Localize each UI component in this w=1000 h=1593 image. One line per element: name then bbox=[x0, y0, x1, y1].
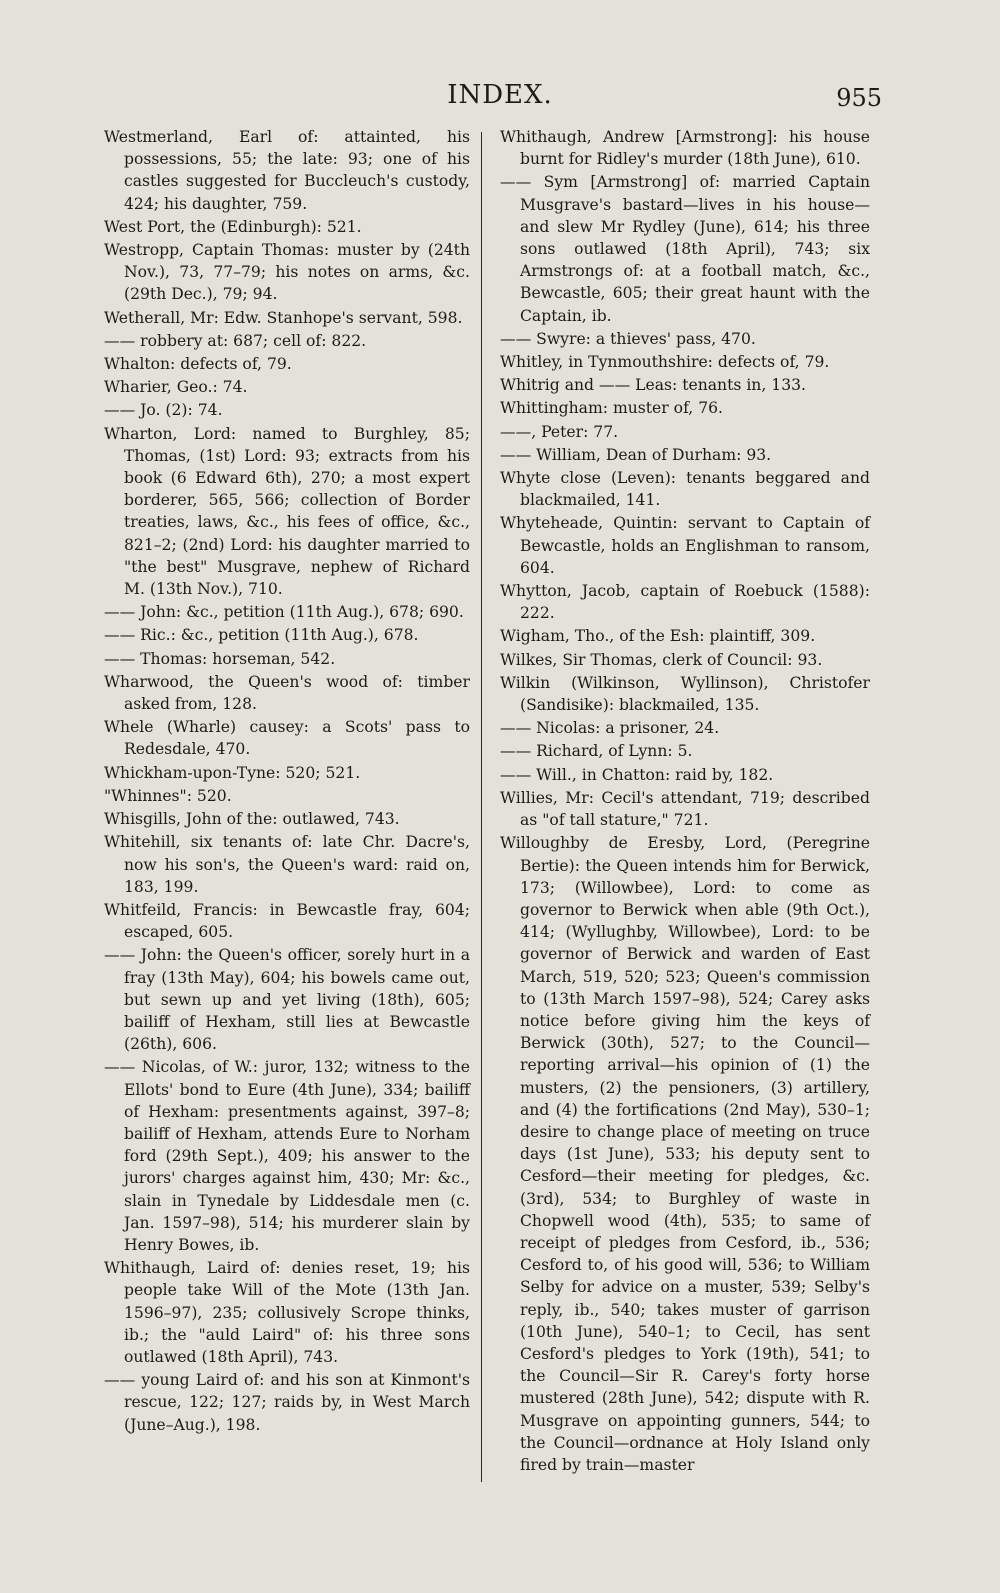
index-entry: Wharier, Geo.: 74. bbox=[104, 378, 248, 397]
index-entry: —— Sym [Armstrong] of: married Captain Musgrave's bastard—lives in his house—and slew Mr Rydley (June), 614; his three sons outlawed (18th April), 743; six Armstrongs of: at a football match, &c., Bewcastle, 605; their great haunt with the Captain, ib. bbox=[500, 173, 870, 325]
index-entry: Whisgills, John of the: outlawed, 743. bbox=[104, 810, 400, 829]
index-entry: —— Richard, of Lynn: 5. bbox=[500, 742, 693, 761]
index-entry: —— William, Dean of Durham: 93. bbox=[500, 445, 772, 464]
index-entry: Whittingham: muster of, 76. bbox=[500, 399, 723, 418]
page-number: 955 bbox=[836, 84, 882, 112]
index-entry: —— Jo. (2): 74. bbox=[104, 401, 223, 420]
index-entry: Whytton, Jacob, captain of Roebuck (1588): 222. bbox=[500, 582, 870, 623]
index-entry: Whitfeild, Francis: in Bewcastle fray, 604; escaped, 605. bbox=[104, 900, 470, 942]
index-entry: Whyte close (Leven): tenants beggared and blackmailed, 141. bbox=[500, 469, 870, 510]
index-entry: "Whinnes": 520. bbox=[104, 786, 232, 805]
index-entry: Whitehill, six tenants of: late Chr. Dacre's, now his son's, the Queen's ward: raid on, 183, 199. bbox=[104, 833, 470, 896]
index-entry: —— young Laird of: and his son at Kinmont's rescue, 122; 127; raids by, in West March (June–Aug.), 198. bbox=[104, 1371, 470, 1434]
index-entry: Whyteheade, Quintin: servant to Captain of Bewcastle, holds an Englishman to ransom, 604. bbox=[500, 514, 870, 577]
index-entry: —— John: &c., petition (11th Aug.), 678; 690. bbox=[104, 603, 464, 622]
index-entry: —— Will., in Chatton: raid by, 182. bbox=[500, 765, 774, 784]
index-entry: Westropp, Captain Thomas: muster by (24th Nov.), 73, 77–79; his notes on arms, &c. (29th Dec.), 79; 94. bbox=[104, 241, 470, 304]
index-entry: —— Thomas: horseman, 542. bbox=[104, 649, 336, 668]
index-entry: Wilkes, Sir Thomas, clerk of Council: 93. bbox=[500, 650, 823, 669]
index-entry: Wetherall, Mr: Edw. Stanhope's servant, 598. bbox=[104, 308, 463, 327]
index-entry: Willoughby de Eresby, Lord, (Peregrine Bertie): the Queen intends him for Berwick, 173; (Willowbee), Lord: to come as governor to Berwick when able (9th Oct.), 414; (Wyllughby, Willowbee), Lord: to be governor of Berwick and warden of East March, 519, 520; 523; Queen's commission to (13th March 1597–98), 524; Carey asks notice before giving him the keys of Berwick (30th), 527; to the Council—reporting arrival—his opinion of (1) the musters, (2) the pensioners, (3) artillery, and (4) the fortifications (2nd May), 530–1; desire to change place of meeting on truce days (1st June), 533; his deputy sent to Cesford—their meeting for pledges, &c. (3rd), 534; to Burghley of waste in Chopwell wood (4th), 535; to same of receipt of pledges from Cesford, ib., 536; Cesford to, of his good will, 536; to William Selby for advice on a muster, 539; Selby's reply, ib., 540; takes muster of garrison (10th June), 540–1; to Cecil, has sent Cesford's pledges to York (19th), 541; to the Council—Sir R. Carey's forty horse mustered (28th June), 542; dispute with R. Musgrave on appointing gunners, 544; to the Council—ordnance at Holy Island only fired by train—master bbox=[500, 834, 870, 1474]
index-entry: —— Nicolas: a prisoner, 24. bbox=[500, 719, 720, 738]
index-entry: West Port, the (Edinburgh): 521. bbox=[104, 217, 362, 236]
index-entry: —— Ric.: &c., petition (11th Aug.), 678. bbox=[104, 626, 419, 645]
right-column bbox=[500, 126, 870, 1477]
index-entry: Wigham, Tho., of the Esh: plaintiff, 309. bbox=[500, 627, 816, 646]
index-entry: Wilkin (Wilkinson, Wyllinson), Christofer (Sandisike): blackmailed, 135. bbox=[500, 673, 870, 715]
index-entry: —— Swyre: a thieves' pass, 470. bbox=[500, 329, 756, 348]
index-entry: Whitley, in Tynmouthshire: defects of, 79. bbox=[500, 353, 830, 372]
index-entry: ——, Peter: 77. bbox=[500, 422, 619, 441]
index-entry: Whithaugh, Andrew [Armstrong]: his house burnt for Ridley's murder (18th June), 610. bbox=[500, 128, 870, 169]
left-column bbox=[104, 126, 470, 1437]
index-entry: Whalton: defects of, 79. bbox=[104, 355, 292, 374]
index-entry: Wharton, Lord: named to Burghley, 85; Thomas, (1st) Lord: 93; extracts from his book (6 Edward 6th), 270; a most expert borderer, 565, 566; collection of Border treaties, laws, &c., his fees of office, &c., 821–2; (2nd) Lord: his daughter married to "the best" Musgrave, nephew of Richard M. (13th Nov.), 710. bbox=[104, 424, 470, 599]
index-entry: Willies, Mr: Cecil's attendant, 719; described as "of tall stature," 721. bbox=[500, 788, 870, 830]
index-entry: Whele (Wharle) causey: a Scots' pass to Redesdale, 470. bbox=[104, 718, 470, 759]
index-entry: Whickham-upon-Tyne: 520; 521. bbox=[104, 763, 361, 782]
index-entry: —— Nicolas, of W.: juror, 132; witness to the Ellots' bond to Eure (4th June), 334; bailiff of Hexham: presentments against, 397–8; bailiff of Hexham, attends Eure to Norham ford (29th Sept.), 409; his answer to the jurors' charges against him, 430; Mr: &c., slain in Tynedale by Liddesdale men (c. Jan. 1597–98), 514; his murderer slain by Henry Bowes, ib. bbox=[104, 1058, 470, 1254]
index-entry: Whitrig and —— Leas: tenants in, 133. bbox=[500, 376, 806, 395]
index-entry: —— John: the Queen's officer, sorely hurt in a fray (13th May), 604; his bowels came out, but sewn up and yet living (18th), 605; bailiff of Hexham, still lies at Bewcastle (26th), 606. bbox=[104, 946, 470, 1054]
running-title: INDEX. bbox=[447, 80, 553, 110]
column-divider bbox=[481, 132, 482, 1482]
index-entry: Whithaugh, Laird of: denies reset, 19; his people take Will of the Mote (13th Jan. 1596–97), 235; collusively Scrope thinks, ib.; the "auld Laird" of: his three sons outlawed (18th April), 743. bbox=[104, 1259, 470, 1366]
index-entry: Westmerland, Earl of: attainted, his possessions, 55; the late: 93; one of his castles suggested for Buccleuch's custody, 424; his daughter, 759. bbox=[104, 128, 470, 213]
index-entry: Wharwood, the Queen's wood of: timber asked from, 128. bbox=[104, 672, 470, 714]
index-entry: —— robbery at: 687; cell of: 822. bbox=[104, 331, 367, 350]
